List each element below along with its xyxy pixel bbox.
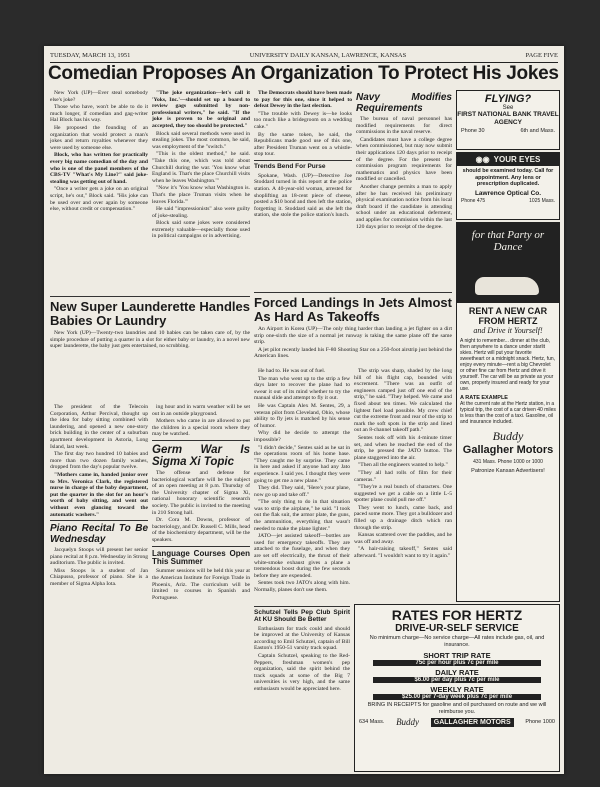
divider (254, 160, 352, 161)
germ-headline: Germ War Is Sigma Xi Topic (152, 443, 250, 469)
launderette-p1: New York (UP)—Twenty-two laundries and 10 babies can be taken care of, by the simple procedure of putting a quarter in a slot for either baby or laundry, in a novel new super launderette, the baby just gets entertained, no scrubbing. (50, 330, 250, 350)
eyes-title-text: YOUR EYES (493, 155, 541, 164)
party-rate-title: A RATE EXAMPLE (460, 395, 508, 401)
flying-contact (457, 126, 559, 136)
launderette-headline: New Super Launderette Handles Babies Or Laundry (50, 299, 250, 328)
divider (50, 296, 250, 297)
jets-p17: They went to lunch, came back, and paced some more. They got a bulldozer and filled up a drainage ditch which ran through the strip. (354, 504, 452, 531)
jets-column-a (254, 368, 350, 600)
jets-p5: He was Captain Alex M. Sentes, 29, a veteran pilot from Cleveland, Ohio, whose ability to fly jets is matched by his sense of humor. (254, 402, 350, 429)
jets-p15: "They all had rolls of film for their cameras." (354, 469, 452, 483)
main-headline: Comedian Proposes An Organization To Protect His Jokes (48, 63, 559, 84)
hertz-short: SHORT TRIP RATE (423, 651, 491, 660)
jets-p2: A jet pilot recently landed his F-80 Shooting Star on a 250-foot airstrip just behind the American lines. (254, 346, 452, 360)
schutzel-story (254, 604, 350, 770)
joke-p9: "Now it's 'You know what Washington is. That's the place Truman visits when he leaves Florida.'" (152, 185, 250, 205)
eyes-ad (456, 152, 560, 220)
flying-see: See (502, 105, 514, 111)
joke-p2: Those who have, won't be able to do it much longer, if comedian and gag-writer Hal Block has his way. (50, 104, 148, 124)
language-p1: Summer sessions will be held this year at the American Institute for Foreign Trade in Phoenix, Ariz. The curriculum will be limited to courses in Spanish and Portuguese. (152, 568, 250, 601)
eyes-name: Lawrence Optical Co. (474, 189, 542, 197)
navy-headline: Navy Modifies Requirements (356, 92, 452, 114)
piano-headline: Piano Recital To Be Wednesday (50, 523, 148, 545)
schutzel-p2: Captain Schutzel, speaking to the Red-Peppers, freshman women's pep organization, said the spirit behind the track squads at some of the Big 7 universities is very high, and the same enthusiasm would be appreciated here. (254, 653, 350, 692)
jets-p16: "They're a real bunch of characters. One suggested we get a cable on a little L-5 spotter plane could pull me off." (354, 484, 452, 504)
party-drive: and Drive it Yourself! (473, 326, 543, 335)
party-script: for that Party or Dance (471, 229, 545, 253)
hertz-weekly: WEEKLY RATE (430, 685, 484, 694)
flying-addr: 6th and Mass. (520, 128, 555, 134)
hertz-addr: 634 Mass. (359, 719, 385, 725)
column-1-lower (50, 404, 148, 770)
schutzel-p1: Enthusiasm for track could and should be improved at the University of Kansas according to Emil Schutzel, captain of Bill Easton's 1950-51 varsity track squad. (254, 625, 350, 652)
joke-p3: He proposed the founding of an organization that would protect a man's jokes and return royalties whenever they were used by someone else. (50, 124, 148, 151)
joke-p6: "The joke organization—let's call it 'Yoks, Inc.'—should set up a board to review gags submitted by non-professional writers," he said. "If the joke is proven to be original and accepted, they too should be protected." (152, 90, 250, 129)
joke-p14: By the same token, he said, the Republicans made good use of this one, after President Truman went on a whistle-stop tour. (254, 131, 352, 158)
joke-p7: Block said several methods were used in stealing jokes. The most common, he said, was employment of the "switch." (152, 130, 250, 150)
hertz-sub: DRIVE-UR-SELF SERVICE (395, 623, 519, 634)
jets-p10: JATO—jet assisted takeoff—bottles are used for emergency takeoffs. They are attached to the fuselage, and when they are set off electrically, the thrust of their white-smoke exhaust gives a plane a tremendous boost during the few seconds before they are expended. (254, 533, 350, 579)
joke-p12: The Democrats should have been made to pay for this one, since it helped to defeat Dewey in the last election. (254, 90, 352, 110)
jets-p1: An Airport in Korea (UP)—The only thing harder than landing a jet fighter on a dirt strip one-sixth the size of a normal jet runway is taking the same plane off the same strip. (254, 326, 452, 346)
flying-name: FIRST NATIONAL BANK TRAVEL AGENCY (457, 111, 559, 126)
joke-p10: He said "impressionists" also were guilty of joke-stealing. (152, 206, 250, 219)
language-headline: Language Courses Open This Summer (152, 548, 250, 567)
folio-paper: UNIVERSITY DAILY KANSAN, LAWRENCE, KANSAS (249, 52, 407, 59)
eyes-contact (457, 197, 559, 205)
jets-headline: Forced Landings In Jets Almost As Hard As Takeoffs (254, 295, 452, 324)
eyes-phone: Phone 475 (461, 197, 486, 204)
jets-p18: Kansas scattered over the paddles, and he was off and away. (354, 532, 452, 545)
hertz-daily: DAILY RATE (435, 668, 479, 677)
germ-p1: The offense and defense for bacteriological warfare will be the subject of an open meeting at 8 p.m. Thursday of the University chapter of Sigma Xi, national honorary scientific research society. The public is invited to the meeting in 210 Strong hall. (152, 470, 250, 516)
jets-p19: "A hair-raising takeoff," Sentes said afterward. "I wouldn't want to try it again." (354, 546, 452, 560)
hertz-short-rate: 75c per hour plus 7c per mile (373, 660, 541, 666)
launderette-story (50, 294, 250, 404)
folio-date: TUESDAY, MARCH 13, 1951 (50, 52, 131, 59)
joke-p1: New York (UP)—Ever steal somebody else's joke? (50, 90, 148, 103)
joke-p4: Block, who has written for practically every big name comedian of the day and who is one of the panel members of the CBS-TV "What's My Line?" said joke-stealing was getting out of hand. (50, 152, 148, 185)
column-2 (152, 90, 250, 290)
trends-headline: Trends Bend For Purse (254, 162, 326, 170)
launderette-p2: The president of the Telecoin Corporation, Arthur Percival, thought up the idea for baby sitting combined with laundering, and opened a new one-story brick building in the center of a suburban apartment development in Astoria, Long Island, last week. (50, 404, 148, 450)
hertz-daily-rate: $6.00 per day plus 7c per mile (373, 677, 541, 683)
jets-column-b (354, 368, 452, 600)
column-3 (254, 90, 352, 288)
divider (152, 440, 250, 441)
hertz-title: RATES FOR HERTZ (391, 607, 523, 623)
navy-p3: Another change permits a man to apply after he has received his preliminary physical examination notice from his local draft board if the candidate is attending school under an educational deferment, and applies for commission within the last 120 days prior to receipt of the degree. (356, 183, 452, 230)
jets-p8: They did. They said, "Here's your plane, now go up and take off." (254, 485, 350, 498)
hertz-gallagher: GALLAGHER MOTORS (431, 718, 514, 727)
party-gallagher-addr: 431 Mass. Phone 1000 or 1000 (473, 459, 543, 465)
joke-p13: "The trouble with Dewey is—he looks too much like a bridegroom on a wedding cake." (254, 110, 352, 130)
flying-phone: Phone 30 (461, 128, 485, 134)
column-4 (356, 90, 452, 288)
party-buddy: Buddy (492, 429, 524, 443)
jets-p12: The strip was sharp, shaded by the long hill of his flight cap, bounded with excrement. "There was an outfit of engineers camped just off one end of the strip," he said. "They helped. We came and fixed about ten times. We calculated the lightest fuel load possible. My crew chief cut the extreme front and rear of the strip to mark the soft spots in the strip and lined out an 8-channel takeoff path." (354, 368, 452, 434)
flying-ad (456, 90, 560, 150)
party-patronize: Patronize Kansan Advertisers! (471, 468, 545, 474)
party-gallagher: Gallagher Motors (462, 444, 554, 456)
jets-p4: The man who went up to the strip a few days later to recover the plane had to swear it out of its mind whether to try the manual slide and attempt to fly it out. (254, 375, 350, 402)
hertz-rates-ad (354, 604, 560, 772)
hertz-weekly-rate: $25.00 per 7-day week plus 7c per mile (373, 694, 541, 700)
hertz-no-min: No minimum charge—No service charge—All rates include gas, oil, and insurance. (369, 635, 545, 648)
launderette-p6: Mothers who came in are allowed to put the children in a special room where they may be watched. (152, 418, 250, 438)
launderette-p4: "Mothers came in, handed junior over to Mrs. Veronica Clark, the registered nurse in charge of the baby department, put the quarter in the slot for an hour's worth of baby sitting, and went out without even glancing toward the automatic washers." (50, 471, 148, 518)
flying-title: FLYING? (484, 93, 532, 105)
jets-p3: He had to. He was out of fuel. (258, 368, 326, 374)
divider (254, 606, 350, 607)
eyes-title (457, 153, 559, 166)
divider (152, 546, 250, 547)
car-icon (475, 277, 539, 295)
jets-p7: "I didn't decide," Sentes said as he sat in the operations room of his home base. "They caught me by surprise. They came in here and asked if anyone had any Jato experience. I said yes. I thought they were going to get me a new plane." (254, 444, 350, 484)
joke-p5: "Once a writer gets a joke on an original script, he's out," Block said. "His joke can be used over and over again by someone else, without credit or compensation." (50, 186, 148, 213)
navy-p1: The bureau of naval personnel has modified requirements for direct commissions in the naval reserve. (356, 116, 452, 136)
divider (254, 292, 452, 293)
newspaper-page (44, 46, 564, 774)
jets-p13: Sentes took off with his 4-minute timer set, and when he reached the end of the strip, he pressed the JATO button. The plane staggered into the air. (354, 434, 452, 461)
party-rate-body: At the current rate at the Hertz station, in a typical trip, the cost of a car driven 40 miles is less than the cost of a taxi. Gasoline, oil and insurance included. (460, 401, 556, 425)
schutzel-headline: Schutzel Tells Pep Club Spirit At KU Should Be Better (254, 609, 350, 623)
hertz-footer (355, 717, 559, 727)
launderette-p5: ing hour and in warm weather will be set out in an outside playground. (152, 404, 250, 417)
piano-p1: Jacquelyn Stoops will present her senior piano recital at 8 p.m. Wednesday in Strong auditorium. The public is invited. (50, 547, 148, 567)
party-illustration (457, 223, 559, 303)
germ-p2: Dr. Cora M. Downs, professor of bacteriology, and Dr. Russell C. Mills, head of the biochemistry department, will be the speakers. (152, 517, 250, 544)
party-ad (456, 222, 560, 602)
folio-line (50, 52, 558, 63)
eyes-body: should be examined today. Call for appointment. Any lens or prescription duplicated. (462, 168, 554, 187)
piano-p2: Miss Stoops is a student of Jan Chiapusso, professor of piano. She is a member of Sigma Alpha Iota. (50, 567, 148, 588)
hertz-bring: BRING IN RECEIPTS for gasoline and oil purchased on route and we will reimburse you. (367, 702, 547, 715)
eyes-addr: 1025 Mass. (529, 197, 555, 204)
jets-p11: Sentes took two JATO's along with him. Normally, planes don't use them. (254, 580, 350, 593)
jets-p9: "The only thing to do in that situation was to strip the airplane," he said. "I took out the flak suit, the armor plate, the guns, the ammunition, everything that wasn't needed to make the plane lighter." (254, 499, 350, 532)
trends-p1: Spokane, Wash. (UP)—Detective Joe Stoddard turned in this report at the police station. A 40-year-old woman, arrested for shoplifting an 18-cent piece of cheese, posted a $10 bond and then left the station, forgetting it. Stoddard said as she left the station, she stole the police station's lunch. (254, 172, 352, 219)
party-rent: RENT A NEW CAR FROM HERTZ (468, 306, 548, 326)
eye-icon: ◉◉ (475, 155, 490, 164)
column-2-lower (152, 404, 250, 770)
hertz-phone: Phone 1000 (525, 719, 555, 725)
party-body: A night to remember... dinner at the club, then anywhere to a dance under starlit skies. Hertz will put your favorite sweetheart or a midnight snack. Hertz, fun, enjoy every minute—rent a big Chevrolet or other fine car from Hertz and drive it yourself. The car will be as private as your own, properly insured and ready for your use. (460, 338, 556, 392)
launderette-p3: The first day two hundred 10 babies and more than two dozen family washes, dropped from the day's popular twelve. (50, 451, 148, 471)
folio-page: PAGE FIVE (525, 52, 558, 59)
joke-p11: Block said some jokes were considered extremely valuable—especially those used in political campaigns or in advertising. (152, 220, 250, 240)
jets-p6: Why did he decide to attempt the impossible? (254, 430, 350, 443)
joke-p8: "This is the oldest method," he said. "Take this one, which was told about Churchill during the war. 'You know what England is. That's the place Churchill visits when he leaves Washington.'" (152, 151, 250, 184)
jets-p14: "Then all the engineers wanted to help." (358, 462, 448, 469)
navy-p2: Candidates must have a college degree when commissioned, but may now submit their applications 120 days prior to receipt of the degree. For the present the commission program requirements for mathematics and physics have been modified or cancelled. (356, 136, 452, 183)
divider (50, 520, 148, 521)
hertz-buddy: Buddy (396, 717, 420, 727)
